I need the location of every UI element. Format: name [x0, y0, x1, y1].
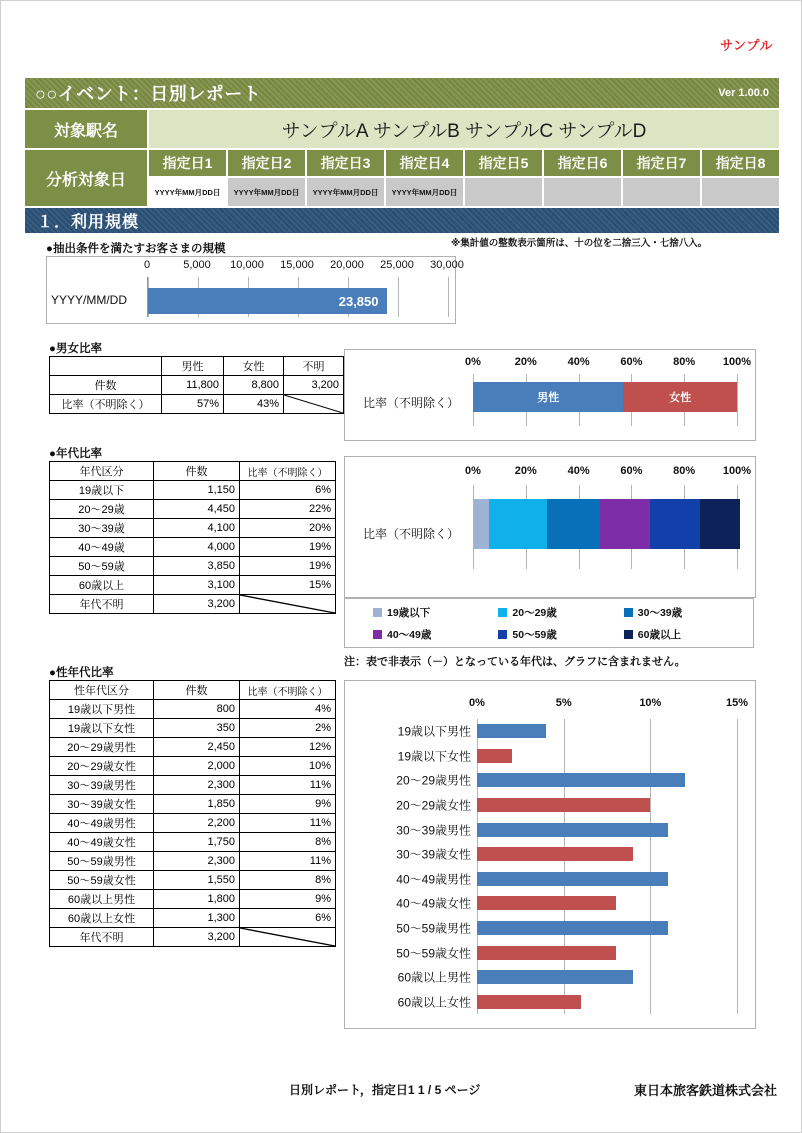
day-value-6[interactable] [544, 178, 621, 206]
gender-row-0-male: 11,800 [162, 376, 224, 395]
gender-row-1-female: 43% [224, 395, 284, 414]
gender-age-chart-bar-3 [477, 798, 650, 812]
day-value-7[interactable] [623, 178, 700, 206]
gender-age-chart-bar-10 [477, 970, 633, 984]
age-legend-label: 50～59歳 [512, 628, 557, 641]
gender-age-row-1-label: 19歳以下女性 [50, 719, 154, 738]
gender-row-0-unknown: 3,200 [284, 376, 344, 395]
age-heading: ●年代比率 [49, 448, 102, 460]
table-row [50, 909, 336, 928]
age-row-6-label: 年代不明 [50, 595, 154, 614]
gender-age-row-5-count: 1,850 [154, 795, 240, 814]
gender-age-row-10-pct: 9% [240, 890, 336, 909]
age-legend-item-20～29歳 [498, 601, 623, 623]
legend-swatch-icon [624, 608, 633, 617]
table-header-row [50, 681, 336, 700]
gender-age-chart-label-6: 40～49歳男性 [396, 872, 471, 887]
age-row-6-pct-na [240, 595, 336, 614]
table-row [50, 852, 336, 871]
gender-age-row-12-label: 年代不明 [50, 928, 154, 947]
age-row-4-pct: 19% [240, 557, 336, 576]
gender-age-chart-xtick-0: 0% [469, 697, 485, 709]
gender-age-chart-bar-8 [477, 921, 668, 935]
scale-chart-xtick-6: 30,000 [430, 259, 464, 271]
age-chart-xtick-2: 40% [567, 465, 590, 477]
gender-chart-xtick-3: 60% [620, 356, 643, 368]
table-row [50, 595, 336, 614]
gender-heading: ●男女比率 [49, 343, 102, 355]
analysis-date-label: 分析対象日 [25, 150, 147, 206]
gender-age-chart-label-11: 60歳以上女性 [397, 995, 471, 1010]
gender-age-row-1-count: 350 [154, 719, 240, 738]
gender-age-row-8-count: 2,300 [154, 852, 240, 871]
scale-chart-xtick-2: 10,000 [230, 259, 264, 271]
report-title-bar [25, 78, 779, 108]
age-chart-note: 注：表で非表示（－）となっている年代は、グラフに含まれません。 [344, 656, 686, 668]
age-table [49, 461, 336, 614]
age-row-1-label: 20～29歳 [50, 500, 154, 519]
gender-row-1-unknown-na [284, 395, 344, 414]
table-header-row [50, 357, 344, 376]
gender-age-row-7-count: 1,750 [154, 833, 240, 852]
gender-row-1-male: 57% [162, 395, 224, 414]
gender-age-row-7-label: 40～49歳女性 [50, 833, 154, 852]
legend-swatch-icon [624, 630, 633, 639]
gender-row-1-label: 比率（不明除く） [50, 395, 162, 414]
age-chart-xtick-1: 20% [514, 465, 537, 477]
gender-age-table [49, 680, 336, 947]
day-header-3[interactable]: 指定日3 [307, 150, 384, 176]
gender-chart-gridline-5 [737, 374, 738, 426]
age-legend-label: 60歳以上 [637, 628, 681, 641]
day-header-6[interactable]: 指定日6 [544, 150, 621, 176]
day-value-1[interactable]: YYYY年MM月DD日 [149, 178, 226, 206]
day-header-7[interactable]: 指定日7 [623, 150, 700, 176]
scale-chart-xtick-4: 20,000 [330, 259, 364, 271]
table-row [50, 538, 336, 557]
scale-chart-plot [147, 277, 447, 317]
station-label: 対象駅名 [25, 110, 147, 148]
day-value-2[interactable]: YYYY年MM月DD日 [228, 178, 305, 206]
gender-age-chart-label-0: 19歳以下男性 [397, 724, 471, 739]
report-header [25, 78, 779, 206]
station-value: サンプルA サンプルB サンプルC サンプルD [149, 110, 779, 148]
gender-col-3: 不明 [284, 357, 344, 376]
page-title: ○○イベント：日別レポート [35, 84, 262, 104]
age-row-6-count: 3,200 [154, 595, 240, 614]
gender-age-chart-bar-0 [477, 724, 546, 738]
gender-age-row-0-label: 19歳以下男性 [50, 700, 154, 719]
gender-age-row-11-pct: 6% [240, 909, 336, 928]
gender-age-row-12-count: 3,200 [154, 928, 240, 947]
age-row-5-label: 60歳以上 [50, 576, 154, 595]
age-row-5-pct: 15% [240, 576, 336, 595]
gender-age-row-8-pct: 11% [240, 852, 336, 871]
gender-ratio-chart [344, 349, 756, 441]
age-row-2-count: 4,100 [154, 519, 240, 538]
age-row-1-pct: 22% [240, 500, 336, 519]
age-chart-segment-30～39歳 [547, 499, 600, 549]
scale-chart-gridline-6 [448, 277, 449, 317]
age-chart-segment-19歳以下 [473, 499, 489, 549]
age-chart-xtick-3: 60% [620, 465, 643, 477]
gender-age-row-0-count: 800 [154, 700, 240, 719]
age-row-3-pct: 19% [240, 538, 336, 557]
gender-age-row-9-pct: 8% [240, 871, 336, 890]
age-row-0-count: 1,150 [154, 481, 240, 500]
gender-age-row-6-pct: 11% [240, 814, 336, 833]
scale-chart [46, 256, 464, 324]
gender-age-chart-bar-5 [477, 847, 633, 861]
gender-age-row-4-label: 30～39歳男性 [50, 776, 154, 795]
table-row [50, 376, 344, 395]
legend-swatch-icon [373, 608, 382, 617]
age-chart-segment-40～49歳 [600, 499, 650, 549]
legend-swatch-icon [373, 630, 382, 639]
gender-age-heading: ●性年代比率 [49, 667, 114, 679]
gender-chart-xtick-5: 100% [722, 356, 752, 368]
age-chart-category-label: 比率（不明除く） [363, 527, 460, 541]
gender-age-chart-xtick-3: 15% [725, 697, 749, 709]
analysis-date-row [25, 150, 779, 206]
age-legend-label: 40～49歳 [387, 628, 432, 641]
gender-age-col-0: 性年代区分 [50, 681, 154, 700]
day-header-4[interactable]: 指定日4 [386, 150, 463, 176]
gender-age-row-12-pct-na [240, 928, 336, 947]
table-row [50, 738, 336, 757]
day-value-8[interactable] [702, 178, 779, 206]
age-chart-xtick-4: 80% [673, 465, 696, 477]
table-row [50, 814, 336, 833]
gender-age-chart-bar-7 [477, 896, 616, 910]
table-row [50, 928, 336, 947]
age-row-2-pct: 20% [240, 519, 336, 538]
table-row [50, 890, 336, 909]
gender-age-row-3-pct: 10% [240, 757, 336, 776]
scale-chart-bar: 23,850 [148, 288, 387, 314]
day-value-4[interactable]: YYYY年MM月DD日 [386, 178, 463, 206]
age-chart-segment-60歳以上 [700, 499, 740, 549]
age-chart-segment-20～29歳 [489, 499, 547, 549]
age-row-5-count: 3,100 [154, 576, 240, 595]
gender-chart-xtick-0: 0% [465, 356, 481, 368]
table-row [50, 395, 344, 414]
sample-watermark: サンプル [720, 38, 773, 53]
gender-col-2: 女性 [224, 357, 284, 376]
scale-chart-gridline-5 [398, 277, 399, 317]
age-legend-item-50～59歳 [498, 623, 623, 645]
gender-age-row-1-pct: 2% [240, 719, 336, 738]
age-row-3-label: 40～49歳 [50, 538, 154, 557]
table-row [50, 557, 336, 576]
gender-age-chart-label-3: 20～29歳女性 [396, 798, 471, 813]
scale-chart-xtick-1: 5,000 [183, 259, 211, 271]
gender-age-chart-label-7: 40～49歳女性 [396, 896, 471, 911]
gender-age-row-4-count: 2,300 [154, 776, 240, 795]
age-chart-xtick-0: 0% [465, 465, 481, 477]
gender-chart-plot [473, 374, 737, 426]
legend-swatch-icon [498, 630, 507, 639]
gender-row-0-label: 件数 [50, 376, 162, 395]
age-chart-plot [473, 485, 737, 569]
age-chart-xtick-5: 100% [722, 465, 752, 477]
age-col-0: 年代区分 [50, 462, 154, 481]
gender-age-chart-plot [477, 719, 737, 1014]
table-row [50, 776, 336, 795]
gender-age-chart-xtick-1: 5% [555, 697, 572, 709]
legend-swatch-icon [498, 608, 507, 617]
gender-chart-xaxis [345, 356, 755, 372]
age-chart-legend [344, 598, 754, 648]
age-chart-segment-50～59歳 [650, 499, 700, 549]
gender-age-row-9-count: 1,550 [154, 871, 240, 890]
gender-age-row-10-count: 1,800 [154, 890, 240, 909]
gender-chart-xtick-1: 20% [514, 356, 537, 368]
gender-age-chart-bar-9 [477, 946, 616, 960]
version-label: Ver 1.00.0 [718, 87, 769, 99]
gender-age-chart-bar-6 [477, 872, 668, 886]
station-row [25, 110, 779, 148]
age-legend-item-30～39歳 [624, 601, 749, 623]
gender-age-row-3-label: 20～29歳女性 [50, 757, 154, 776]
age-legend-item-40～49歳 [373, 623, 498, 645]
gender-chart-category-label: 比率（不明除く） [363, 396, 460, 410]
age-row-2-label: 30～39歳 [50, 519, 154, 538]
age-row-1-count: 4,450 [154, 500, 240, 519]
gender-age-row-9-label: 50～59歳女性 [50, 871, 154, 890]
gender-age-col-2: 比率（不明除く） [240, 681, 336, 700]
rounding-note: ※集計値の整数表示箇所は、十の位を二捨三入・七捨八入。 [451, 238, 708, 249]
day-header-2[interactable]: 指定日2 [228, 150, 305, 176]
scale-chart-xaxis [47, 259, 464, 275]
table-row [50, 700, 336, 719]
age-legend-label: 30～39歳 [637, 606, 683, 619]
age-row-3-count: 4,000 [154, 538, 240, 557]
gender-age-chart-label-8: 50～59歳男性 [396, 921, 471, 936]
gender-age-row-0-pct: 4% [240, 700, 336, 719]
gender-age-row-3-count: 2,000 [154, 757, 240, 776]
gender-age-row-2-count: 2,450 [154, 738, 240, 757]
age-ratio-chart [344, 456, 756, 598]
scale-chart-category-label: YYYY/MM/DD [51, 293, 128, 307]
age-row-4-label: 50～59歳 [50, 557, 154, 576]
gender-age-row-5-pct: 9% [240, 795, 336, 814]
day-grid [149, 150, 779, 206]
scale-chart-xtick-0: 0 [143, 259, 151, 271]
day-value-5[interactable] [465, 178, 542, 206]
day-header-5[interactable]: 指定日5 [465, 150, 542, 176]
gender-age-row-6-count: 2,200 [154, 814, 240, 833]
footer-left: 日別レポート，指定日1 1 / 5 ページ [289, 1083, 481, 1097]
gender-age-chart-gridline-2 [650, 719, 651, 1014]
scale-chart-xtick-5: 25,000 [380, 259, 414, 271]
table-row [50, 833, 336, 852]
gender-age-chart-label-10: 60歳以上男性 [397, 970, 471, 985]
day-value-3[interactable]: YYYY年MM月DD日 [307, 178, 384, 206]
table-row [50, 500, 336, 519]
gender-age-chart-label-1: 19歳以下女性 [397, 749, 471, 764]
gender-age-row-10-label: 60歳以上男性 [50, 890, 154, 909]
gender-age-chart-gridline-3 [737, 719, 738, 1014]
age-legend-label: 19歳以下 [387, 606, 431, 619]
gender-age-chart-xtick-2: 10% [639, 697, 662, 709]
gender-age-row-2-label: 20～29歳男性 [50, 738, 154, 757]
footer-right: 東日本旅客鉄道株式会社 [633, 1083, 777, 1098]
age-row-4-count: 3,850 [154, 557, 240, 576]
gender-table [49, 356, 344, 414]
gender-age-row-2-pct: 12% [240, 738, 336, 757]
table-row [50, 719, 336, 738]
gender-age-ratio-chart [344, 680, 756, 1029]
gender-chart-xtick-2: 40% [567, 356, 590, 368]
gender-age-chart-label-4: 30～39歳男性 [396, 823, 471, 838]
age-row-0-pct: 6% [240, 481, 336, 500]
gender-age-row-11-count: 1,300 [154, 909, 240, 928]
age-legend-item-19歳以下 [373, 601, 498, 623]
gender-age-row-8-label: 50～59歳男性 [50, 852, 154, 871]
gender-age-chart-label-2: 20～29歳男性 [396, 773, 471, 788]
section-1-title: １．利用規模 [37, 214, 140, 231]
gender-age-chart-bar-1 [477, 749, 512, 763]
day-header-1[interactable]: 指定日1 [149, 150, 226, 176]
gender-row-0-female: 8,800 [224, 376, 284, 395]
gender-age-row-4-pct: 11% [240, 776, 336, 795]
gender-chart-segment-女性: 女性 [623, 382, 737, 412]
gender-age-chart-bar-11 [477, 995, 581, 1009]
gender-age-chart-bar-2 [477, 773, 685, 787]
scale-chart-xtick-3: 15,000 [280, 259, 314, 271]
age-chart-xaxis [345, 465, 755, 481]
gender-age-row-6-label: 40～49歳男性 [50, 814, 154, 833]
table-row [50, 795, 336, 814]
age-legend-label: 20～29歳 [512, 606, 557, 619]
gender-col-1: 男性 [162, 357, 224, 376]
section-1-banner [25, 208, 779, 233]
age-col-2: 比率（不明除く） [240, 462, 336, 481]
table-header-row [50, 462, 336, 481]
age-row-0-label: 19歳以下 [50, 481, 154, 500]
gender-col-0 [50, 357, 162, 376]
day-value-row [149, 178, 779, 206]
table-row [50, 519, 336, 538]
gender-age-chart-bar-4 [477, 823, 668, 837]
table-row [50, 481, 336, 500]
gender-age-chart-xaxis [345, 697, 755, 713]
table-row [50, 576, 336, 595]
age-col-1: 件数 [154, 462, 240, 481]
table-row [50, 757, 336, 776]
gender-age-row-5-label: 30～39歳女性 [50, 795, 154, 814]
gender-age-row-11-label: 60歳以上女性 [50, 909, 154, 928]
table-row [50, 871, 336, 890]
gender-age-chart-label-5: 30～39歳女性 [396, 847, 471, 862]
gender-chart-segment-男性: 男性 [473, 382, 623, 412]
gender-chart-xtick-4: 80% [673, 356, 696, 368]
gender-age-col-1: 件数 [154, 681, 240, 700]
gender-age-chart-label-9: 50～59歳女性 [396, 946, 471, 961]
day-header-row [149, 150, 779, 176]
day-header-8[interactable]: 指定日8 [702, 150, 779, 176]
gender-age-row-7-pct: 8% [240, 833, 336, 852]
age-legend-item-60歳以上 [624, 623, 749, 645]
scale-heading: ●抽出条件を満たすお客さまの規模 [46, 243, 226, 255]
